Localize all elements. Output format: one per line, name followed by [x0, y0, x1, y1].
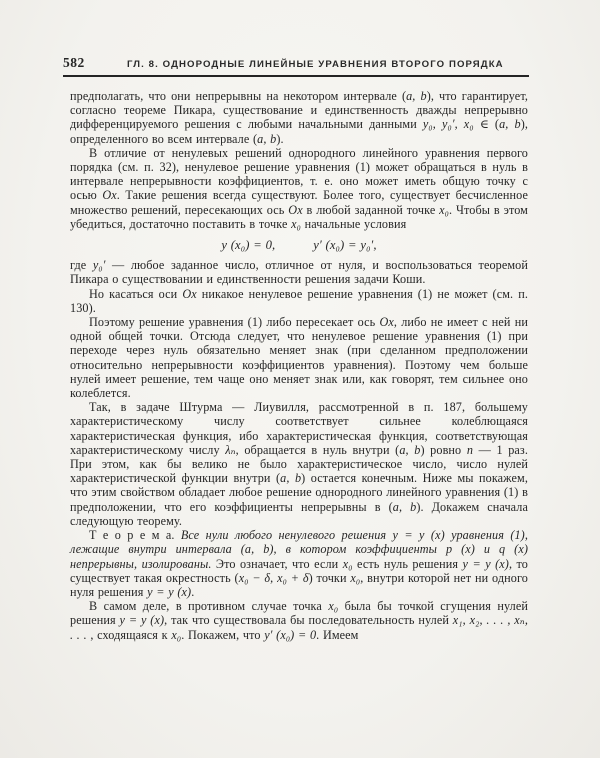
paragraph — [70, 400, 528, 528]
text-run: , сходящаяся к — [86, 627, 172, 642]
text-run: Т е о р е м а. — [89, 528, 181, 543]
text-run: y = y (x) — [119, 613, 165, 628]
text-run: Все нули любого ненулевого решения y = y (x) уравнения (1), лежащие внутри интервала (a, b), в котором коэффициенты p (x) и q (x) непрерывны, изолированы. — [70, 528, 528, 571]
text-run: x₀ — [171, 627, 182, 642]
text-run: В отличие от ненулевых решений однородного линейного уравнения первого порядка (см. п. 32), ненулевое решение уравнения (1) может обращаться в нуль в интервале непрерывности коэффициентов, т. е. оно может иметь общую точку с осью — [70, 145, 528, 203]
text-run: Ox — [102, 188, 117, 203]
text-run: a, b — [257, 131, 277, 146]
paragraph — [70, 528, 528, 599]
text-run: ). Докажем сначала следующую теорему. — [70, 499, 528, 528]
text-run: Ox — [288, 202, 303, 217]
content — [70, 89, 528, 642]
text-run: . Чтобы в этом убедиться, достаточно поставить в точке — [70, 202, 528, 231]
paragraph — [70, 315, 528, 400]
text-run: ) ровно — [420, 442, 467, 457]
text-run: y′ (x₀) = 0 — [264, 627, 317, 642]
text-run: y₀, y₀′, x₀ — [422, 117, 474, 132]
text-run: n — [466, 442, 474, 457]
text-run: В самом деле, в противном случае точка — [89, 599, 329, 614]
text-run: Это означает, что если — [211, 556, 343, 571]
formula-term: y (x₀) = 0, — [221, 238, 276, 253]
text-run: — 1 раз. При этом, как бы велико не было характеристическое число, число нулей характеристической функции внутри ( — [70, 442, 528, 486]
text-run: x₀ — [342, 556, 353, 571]
chapter-running-title: ГЛ. 8. ОДНОРОДНЫЕ ЛИНЕЙНЫЕ УРАВНЕНИЯ ВТОРОГО ПОРЯДКА — [127, 59, 504, 70]
text-run: никакое ненулевое решение уравнения (1) не может (см. п. 130). — [70, 286, 528, 315]
display-formula — [70, 238, 528, 252]
text-run: Но касаться оси — [89, 286, 183, 301]
text-run: . Имеем — [316, 627, 359, 642]
text-run: a, b — [280, 471, 302, 486]
running-header — [63, 55, 529, 77]
text-run: , так что существовала бы последовательность нулей — [164, 613, 453, 628]
paragraph — [70, 287, 528, 315]
text-run: где — [70, 258, 93, 273]
text-run: есть нуль решения — [352, 556, 463, 571]
text-run: Ox — [379, 315, 394, 330]
page-sheet — [63, 55, 529, 642]
paragraph — [70, 146, 528, 231]
text-run: ∈ ( — [473, 117, 500, 132]
text-run: начальные условия — [300, 216, 407, 231]
text-run: ) точки — [308, 570, 351, 585]
text-run: x₀ — [291, 216, 301, 231]
text-run: , обращается в нуль внутри ( — [235, 442, 400, 457]
text-run: , либо не имеет с ней ни одной общей точки. Отсюда следует, что ненулевое решение уравнения (1) при переходе через нуль обязательно меняет знак (при сделанном предположении относительно непрерывности коэффициентов уравнения). Поэтому чем больше нулей имеет решение, тем чаще оно меняет знак или, как говорят, тем сильнее оно колеблется. — [70, 315, 528, 401]
text-run: Так, в задаче Штурма — Лиувилля, рассмотренной в п. 187, большему характеристическому числу соответствует сильнее колеблющаяся характеристическая функция, ибо характеристическая функция, соответствующая характеристическому числу — [70, 400, 528, 457]
text-run: x₁, x₂, . . . , xₙ, . . . — [70, 613, 528, 642]
text-run: y = y (x) — [462, 556, 509, 571]
text-run: λₙ — [225, 442, 236, 457]
text-run: x₀ — [350, 570, 361, 585]
paragraph — [70, 258, 528, 286]
page-number: 582 — [63, 55, 85, 70]
text-run: ) остается конечным. Ниже мы покажем, что этим свойством обладает любое решение однородного линейного уравнения (1) в предположении, что его коэффициенты непрерывны в ( — [70, 471, 528, 514]
formula-term: y′ (x₀) = y₀′, — [313, 238, 377, 253]
text-run: , то существует такая окрестность ( — [70, 556, 529, 585]
text-run: a, b — [406, 89, 427, 103]
text-run: y₀′ — [92, 258, 106, 273]
text-run: a, b — [399, 442, 421, 457]
text-run: , внутри которой нет ни одного нуля решения — [70, 570, 528, 599]
text-run: . — [191, 584, 195, 599]
text-run: ), определенного во всем интервале ( — [70, 117, 528, 146]
paragraph — [70, 89, 528, 146]
text-run: Поэтому решение уравнения (1) либо пересекает ось — [89, 315, 380, 330]
text-run: y = y (x) — [147, 584, 192, 599]
text-run: x₀ − δ, x₀ + δ — [238, 570, 309, 585]
paragraph — [70, 599, 528, 642]
text-run: a, b — [499, 117, 521, 132]
text-run: . Покажем, что — [181, 627, 265, 642]
text-run: — любое заданное число, отличное от нуля, и воспользоваться теоремой Пикара о существовании и единственности решения задачи Коши. — [70, 258, 529, 287]
text-run: ). — [276, 131, 284, 146]
text-run: предполагать, что они непрерывны на некотором интервале ( — [70, 89, 407, 103]
text-run: в любой заданной точке — [302, 202, 440, 217]
text-run: . Такие решения всегда существуют. Более того, существует бесчисленное множество решений, пересекающих ось — [70, 188, 528, 217]
text-run: x₀ — [439, 202, 450, 217]
text-run: Ox — [182, 286, 197, 301]
text-run: ), что гарантирует, согласно теореме Пикара, существование и единственность дважды непрерывно дифференцируемого решения с любыми начальными данными — [70, 89, 528, 132]
text-run: x₀ — [328, 599, 339, 614]
text-run: была бы точкой сгущения нулей решения — [70, 599, 528, 628]
text-run: a, b — [392, 499, 417, 514]
